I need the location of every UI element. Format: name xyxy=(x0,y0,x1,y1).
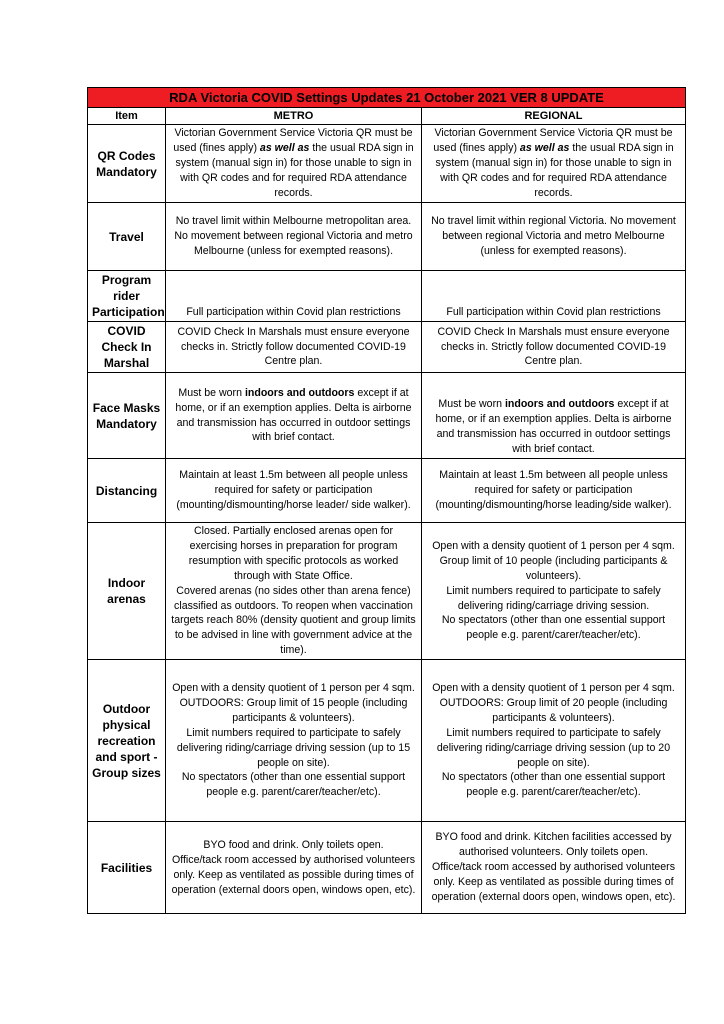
metro-travel: No travel limit within Melbourne metropolitan area. No movement between regional Victoria and metro Melbourne (unless for exempted reasons). xyxy=(166,203,422,271)
header-item: Item xyxy=(88,108,166,125)
paragraph: Office/tack room accessed by authorised volunteers only. Keep as ventilated as possible during times of operation (external doors open, windows open, etc). xyxy=(171,853,416,896)
paragraph: Open with a density quotient of 1 person per 4 sqm. xyxy=(172,682,415,695)
paragraph: Open with a density quotient of 1 person per 4 sqm. xyxy=(432,539,675,552)
paragraph: Office/tack room accessed by authorised volunteers only. Keep as ventilated as possible during times of operation (external doors open, windows open, etc). xyxy=(431,861,676,904)
table-row-outdoor xyxy=(88,660,686,822)
metro-facilities xyxy=(166,822,422,914)
document-page xyxy=(87,87,685,914)
regional-facilities xyxy=(422,822,686,914)
header-regional: REGIONAL xyxy=(422,108,686,125)
paragraph: No spectators (other than one essential support people e.g. parent/carer/teacher/etc). xyxy=(181,771,406,799)
header-row xyxy=(88,108,686,125)
paragraph: BYO food and drink. Only toilets open. xyxy=(203,838,384,851)
regional-qr-codes: Victorian Government Service Victoria QR must be used (fines apply) as well as the usual RDA sign in system (manual sign in) for those unable to sign in with QR codes and for required RDA attendance records. xyxy=(422,125,686,203)
item-distancing: Distancing xyxy=(88,459,166,523)
item-program: Program rider Participation xyxy=(88,271,166,322)
item-covid-check: COVID Check In Marshal xyxy=(88,322,166,373)
paragraph: No spectators (other than one essential support people e.g. parent/carer/teacher/etc). xyxy=(441,614,666,642)
table-row-covid-check xyxy=(88,322,686,373)
covid-settings-table xyxy=(87,87,686,914)
paragraph: No spectators (other than one essential support people e.g. parent/carer/teacher/etc). xyxy=(441,771,666,799)
paragraph: Limit numbers required to participate to safely delivering riding/carriage driving session (up to 15 people on site). xyxy=(176,726,411,769)
paragraph: Closed. Partially enclosed arenas open for exercising horses in preparation for program resumption with specific protocols as worked through with State Office. xyxy=(188,525,399,582)
regional-program: Full participation within Covid plan restrictions xyxy=(422,271,686,322)
regional-outdoor xyxy=(422,660,686,822)
metro-distancing: Maintain at least 1.5m between all people unless required for safety or participation (mounting/dismounting/horse leader/ side walker). xyxy=(166,459,422,523)
paragraph: Limit numbers required to participate to safely delivering riding/carriage driving session (up to 20 people on site). xyxy=(436,726,671,769)
paragraph: Group limit of 10 people (including participants & volunteers). xyxy=(439,554,668,582)
table-row-travel xyxy=(88,203,686,271)
table-row-indoor-arenas xyxy=(88,523,686,660)
regional-travel: No travel limit within regional Victoria. No movement between regional Victoria and metro Melbourne (unless for exempted reasons). xyxy=(422,203,686,271)
table-title: RDA Victoria COVID Settings Updates 21 October 2021 VER 8 UPDATE xyxy=(88,88,686,108)
table-row-distancing xyxy=(88,459,686,523)
item-outdoor: Outdoor physical recreation and sport - Group sizes xyxy=(88,660,166,822)
table-row-qr-codes xyxy=(88,125,686,203)
regional-indoor-arenas xyxy=(422,523,686,660)
metro-program: Full participation within Covid plan restrictions xyxy=(166,271,422,322)
paragraph: Open with a density quotient of 1 person per 4 sqm. xyxy=(432,682,675,695)
paragraph: BYO food and drink. Kitchen facilities accessed by authorised volunteers. Only toilets open. xyxy=(435,831,672,859)
paragraph: OUTDOORS: Group limit of 15 people (including participants & volunteers). xyxy=(179,696,408,724)
metro-qr-codes: Victorian Government Service Victoria QR must be used (fines apply) as well as the usual RDA sign in system (manual sign in) for those unable to sign in with QR codes and for required RDA attendance records. xyxy=(166,125,422,203)
regional-covid-check: COVID Check In Marshals must ensure everyone checks in. Strictly follow documented COVID-19 Centre plan. xyxy=(422,322,686,373)
item-face-masks: Face Masks Mandatory xyxy=(88,373,166,459)
regional-face-masks: Must be worn indoors and outdoors except if at home, or if an exemption applies. Delta is airborne and transmission has occurred in outdoor settings with brief contact. xyxy=(422,373,686,459)
table-row-face-masks xyxy=(88,373,686,459)
paragraph: Limit numbers required to participate to safely delivering riding/carriage driving session. xyxy=(446,584,661,612)
item-facilities: Facilities xyxy=(88,822,166,914)
metro-outdoor xyxy=(166,660,422,822)
item-travel: Travel xyxy=(88,203,166,271)
metro-face-masks: Must be worn indoors and outdoors except if at home, or if an exemption applies. Delta is airborne and transmission has occurred in outdoor settings with brief contact. xyxy=(166,373,422,459)
item-qr-codes: QR Codes Mandatory xyxy=(88,125,166,203)
metro-covid-check: COVID Check In Marshals must ensure everyone checks in. Strictly follow documented COVID-19 Centre plan. xyxy=(166,322,422,373)
table-row-facilities xyxy=(88,822,686,914)
item-indoor-arenas: Indoor arenas xyxy=(88,523,166,660)
metro-indoor-arenas xyxy=(166,523,422,660)
paragraph: Covered arenas (no sides other than arena fence) classified as outdoors. To reopen when vaccination targets reach 80% (density quotient and group limits to be advised in line with government advice at the time). xyxy=(171,584,416,657)
header-metro: METRO xyxy=(166,108,422,125)
table-row-program xyxy=(88,271,686,322)
regional-distancing: Maintain at least 1.5m between all people unless required for safety or participation (mounting/dismounting/horse leading/side walker). xyxy=(422,459,686,523)
paragraph: OUTDOORS: Group limit of 20 people (including participants & volunteers). xyxy=(439,696,668,724)
